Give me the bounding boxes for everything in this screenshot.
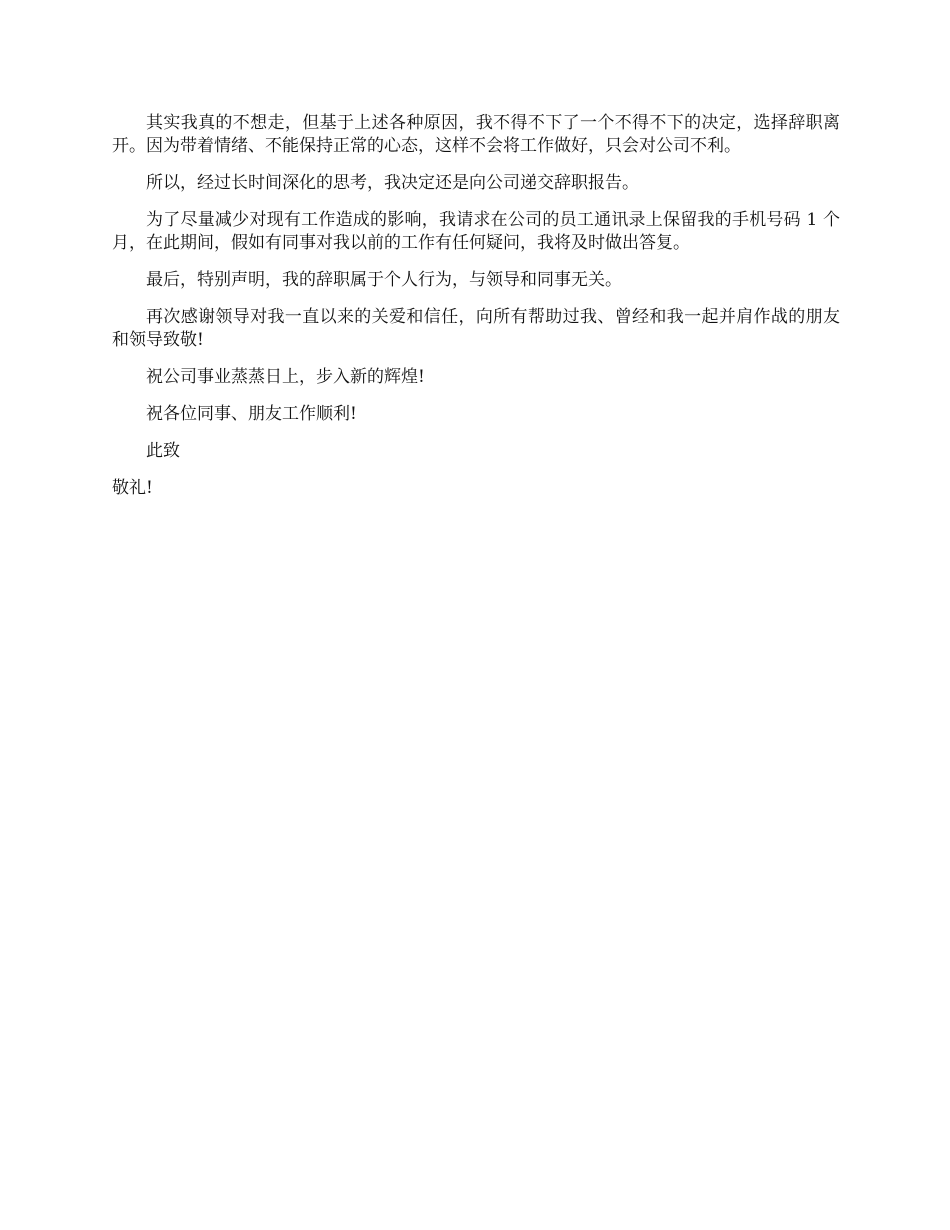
paragraph-salutation: 此致 [146,441,180,461]
paragraph-statement: 最后，特别声明，我的辞职属于个人行为，与领导和同事无关。 [146,270,622,290]
paragraph-phone-request: 为了尽量减少对现有工作造成的影响，我请求在公司的员工通讯录上保留我的手机号码 1 个月，在此期间，假如有同事对我以前的工作有任何疑问，我将及时做出答复。 [112,210,840,253]
paragraph-wish-company: 祝公司事业蒸蒸日上，步入新的辉煌! [146,367,425,387]
paragraph-wish-colleagues: 祝各位同事、朋友工作顺利! [146,404,357,424]
paragraph-reason: 其实我真的不想走，但基于上述各种原因，我不得不下了一个不得不下的决定，选择辞职离开。因为带着情绪、不能保持正常的心态，这样不会将工作做好，只会对公司不利。 [112,113,840,156]
paragraph-thanks: 再次感谢领导对我一直以来的关爱和信任，向所有帮助过我、曾经和我一起并肩作战的朋友和领导致敬! [112,307,840,350]
letter-body [112,112,840,514]
paragraph-decision: 所以，经过长时间深化的思考，我决定还是向公司递交辞职报告。 [146,173,639,193]
closing-regards: 敬礼! [112,478,153,498]
